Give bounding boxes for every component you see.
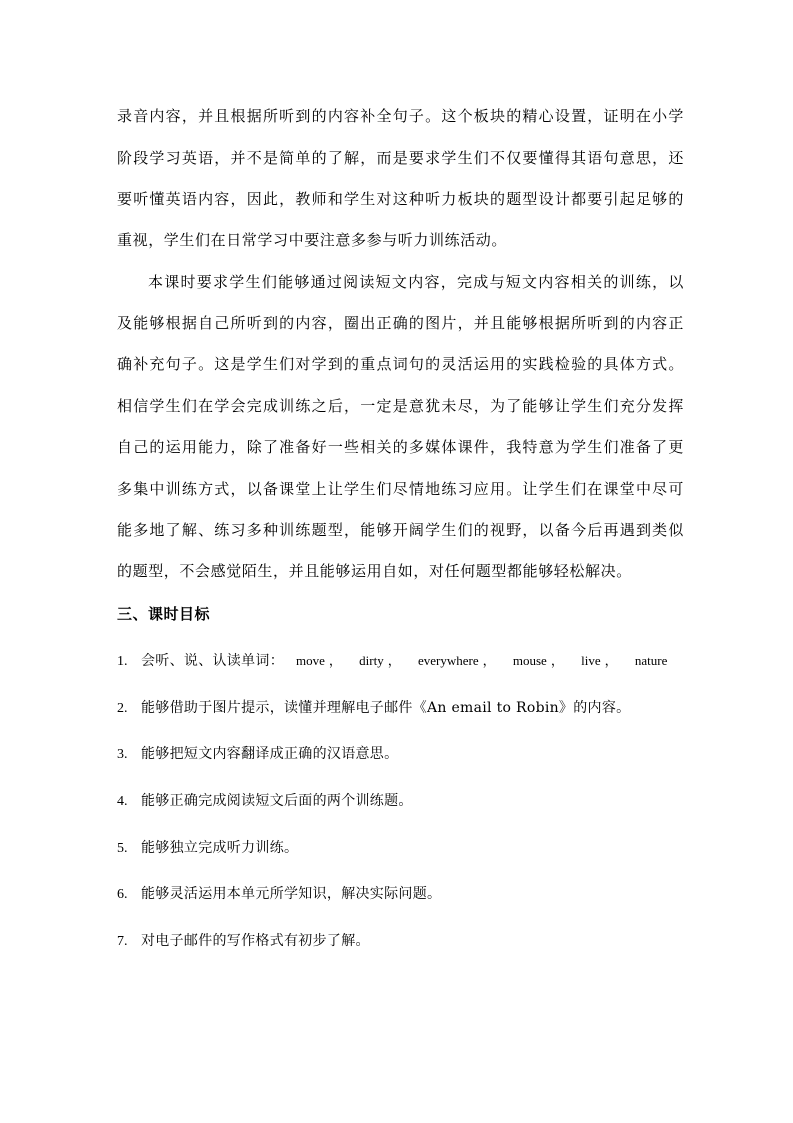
paragraph-2-line-1: 本课时要求学生们能够通过阅读短文内容，完成与短文内容相关的训练，以 xyxy=(148,273,684,291)
paragraph-1-line-3: 要听懂英语内容，因此，教师和学生对这种听力板块的题型设计都要引起足够的 xyxy=(117,190,684,208)
objective-number: 2. xyxy=(117,701,128,716)
paragraph-1-line-1: 录音内容，并且根据所听到的内容补全句子。这个板块的精心设置，证明在小学 xyxy=(117,107,684,125)
section-heading: 三、课时目标 xyxy=(117,605,211,623)
objective-number: 4. xyxy=(117,794,128,809)
vocab-word: everywhere xyxy=(417,653,479,668)
objective-text: 会听、说、认读单词： xyxy=(141,653,284,669)
objective-text: 能够把短文内容翻译成正确的汉语意思。 xyxy=(141,746,399,762)
objective-6 xyxy=(117,883,441,906)
paragraph-1-line-2: 阶段学习英语，并不是简单的了解，而是要求学生们不仅要懂得其语句意思，还 xyxy=(117,149,684,167)
vocab-word: mouse xyxy=(512,653,547,668)
objective-number: 6. xyxy=(117,887,128,902)
objective-text: 能够正确完成阅读短文后面的两个训练题。 xyxy=(141,793,413,809)
paragraph-1-line-4: 重视，学生们在日常学习中要注意多参与听力训练活动。 xyxy=(117,231,508,249)
objective-text: 对电子邮件的写作格式有初步了解。 xyxy=(141,933,370,949)
objective-5 xyxy=(117,837,298,860)
objective-1 xyxy=(117,650,671,673)
objective-2 xyxy=(117,697,630,720)
objective-4 xyxy=(117,790,413,813)
vocab-word: move xyxy=(296,653,325,668)
word-separator: ， xyxy=(328,653,342,668)
objective-number: 7. xyxy=(117,934,128,949)
vocab-word: dirty xyxy=(359,653,384,668)
paragraph-2-line-7: 能多地了解、练习多种训练题型，能够开阔学生们的视野，以备今后再遇到类似 xyxy=(117,521,684,539)
vocab-word: nature xyxy=(634,653,668,668)
objective-3 xyxy=(117,743,398,766)
word-separator: ， xyxy=(604,653,618,668)
paragraph-2-line-2: 及能够根据自己所听到的内容，圈出正确的图片，并且能够根据所听到的内容正 xyxy=(117,314,684,332)
vocab-word: live xyxy=(581,653,601,668)
paragraph-2-line-5: 自己的运用能力，除了准备好一些相关的多媒体课件，我特意为学生们准备了更 xyxy=(117,438,684,456)
paragraph-2-line-4: 相信学生们在学会完成训练之后，一定是意犹未尽，为了能够让学生们充分发挥 xyxy=(117,397,684,415)
paragraph-2-line-8: 的题型，不会感觉陌生，并且能够运用自如，对任何题型都能够轻松解决。 xyxy=(117,562,632,580)
objective-number: 3. xyxy=(117,747,128,762)
objective-text: 能够独立完成听力训练。 xyxy=(141,840,299,856)
paragraph-2-line-6: 多集中训练方式，以备课堂上让学生们尽情地练习应用。让学生们在课堂中尽可 xyxy=(117,480,684,498)
objective-7 xyxy=(117,930,370,953)
paragraph-2-line-3: 确补充句子。这是学生们对学到的重点词句的灵活运用的实践检验的具体方式。 xyxy=(117,355,684,373)
word-separator: ， xyxy=(482,653,496,668)
vocabulary-word-list xyxy=(296,650,671,672)
objective-text: 能够借助于图片提示，读懂并理解电子邮件《An email to Robin》的内容。 xyxy=(141,700,631,716)
objective-number: 1. xyxy=(117,654,128,669)
word-separator: ， xyxy=(550,653,564,668)
word-separator: ， xyxy=(387,653,401,668)
objective-number: 5. xyxy=(117,841,128,856)
objective-text: 能够灵活运用本单元所学知识，解决实际问题。 xyxy=(141,886,442,902)
